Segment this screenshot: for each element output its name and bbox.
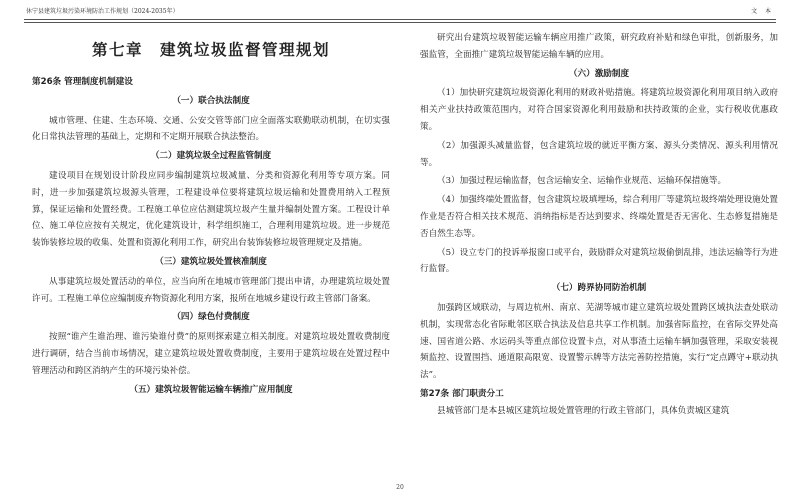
paragraph: 县城管部门是本县城区建筑垃圾处置管理的行政主管部门，具体负责城区建筑 <box>437 405 730 416</box>
section-heading: （一）联合执法制度 <box>172 95 250 106</box>
header-title: 休宁县建筑垃圾污染环境防治工作规划（2024-2035年） <box>26 8 179 15</box>
left-column <box>32 30 390 401</box>
section-heading: （六）激励制度 <box>568 68 630 79</box>
paragraph: （4）加强终端处置监督，包含建筑垃圾填埋场，综合利用厂等建筑垃圾终端处理设施处置作业是否符合相关技术规范、消纳指标是否达到要求、终端处置是否无害化、生态修复措施是否自然生态等。 <box>420 195 778 239</box>
paragraph: （1）加快研究建筑垃圾资源化利用的财政补贴措施。将建筑垃圾资源化利用项目纳入政府相关产业扶持政策范围内，对符合国家资源化利用鼓励和扶持政策的企业，实行税收优惠政策。 <box>420 88 778 132</box>
header-divider <box>24 19 776 23</box>
article-heading: 第26条 管理制度机制建设 <box>32 77 133 87</box>
section-heading: （五）建筑垃圾智能运输车辆推广应用制度 <box>129 384 293 395</box>
section-heading: （四）绿色付费制度 <box>172 312 250 323</box>
paragraph: 按照“谁产生谁治理、谁污染谁付费”的原则探索建立相关制度。对建筑垃圾处置收费制度进行调研，结合当前市场情况，建立建筑垃圾处置收费制度，主要用于建筑垃圾在处置过程中管理活动和跨区消纳产生的环境污染补偿。 <box>32 332 390 376</box>
header-label: 文 本 <box>751 8 774 15</box>
paragraph: 建设项目在规划设计阶段应同步编制建筑垃圾减量、分类和资源化利用等专项方案。同时，进一步加强建筑垃圾源头管理，工程建设单位要将建筑垃圾运输和处置费用纳入工程预算，保证运输和处置经费。工程施工单位应估测建筑垃圾产生量并编制处置方案。工程设计单位、施工单位应按有关规定，优化建筑设计，科学组织施工，合理利用建筑垃圾。进一步规范装饰装修垃圾的收集、处置和资源化利用工作，研究出台装饰装修垃圾管理规定及措施。 <box>32 170 390 249</box>
section-heading: （二）建筑垃圾全过程监管制度 <box>150 151 272 162</box>
paragraph: （5）设立专门的投诉举报窗口或平台，鼓励群众对建筑垃圾偷倒乱排，违法运输等行为进行监督。 <box>420 247 778 275</box>
chapter-title: 第七章 建筑垃圾监督管理规划 <box>91 41 330 59</box>
paragraph: 从事建筑垃圾处置活动的单位，应当向所在地城市管理部门提出申请，办理建筑垃圾处置许可。工程施工单位应编制废弃物资源化利用方案，报所在地城乡建设行政主管部门备案。 <box>32 276 390 304</box>
running-header <box>26 4 774 17</box>
paragraph: 加强跨区域联动，与周边杭州、南京、芜湖等城市建立建筑垃圾处置跨区域执法查处联动机制，实现常态化省际毗邻区联合执法及信息共享工作机制。加强省际监控，在省际交界处高速、国省道公路、水运码头等重点部位设置卡点，对从事渣土运输车辆加强管理，采取安装视频监控、设置围挡、通道限高限宽、设置警示牌等方法完善防控措施，实行“定点蹲守+联动执法”。 <box>420 302 778 381</box>
paragraph: 城市管理、住建、生态环境、交通、公安交管等部门应全面落实联勤联动机制，在切实强化日常执法管理的基础上，定期和不定期开展联合执法整治。 <box>32 115 390 143</box>
section-heading: （三）建筑垃圾处置核准制度 <box>155 256 267 267</box>
paragraph: 研究出台建筑垃圾智能运输车辆应用推广政策，研究政府补贴和绿色审批，创新服务，加强监管，全面推广建筑垃圾智能运输车辆的应用。 <box>420 33 778 60</box>
paragraph: （3）加强过程运输监督，包含运输安全、运输作业规范、运输环保措施等。 <box>437 176 727 187</box>
article-heading: 第27条 部门职责分工 <box>420 388 504 399</box>
page-number: 20 <box>396 484 404 491</box>
section-heading: （七）跨界协同防治机制 <box>551 283 647 294</box>
right-column <box>420 30 778 422</box>
paragraph: （2）加强源头减量监督，包含建筑垃圾的就近平衡方案、源头分类情况、源头利用情况等。 <box>420 140 778 168</box>
